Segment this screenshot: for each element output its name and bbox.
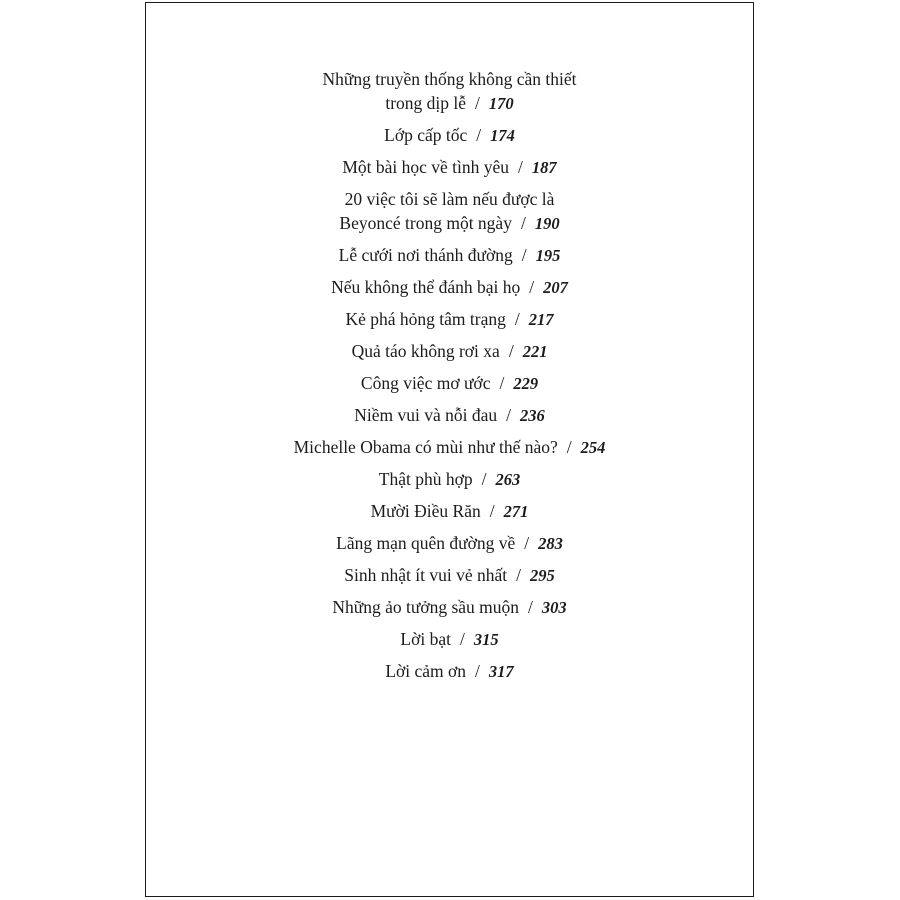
toc-entry bbox=[146, 435, 753, 460]
toc-entry-title-line: Quả táo không rơi xa / 221 bbox=[351, 341, 548, 361]
toc-entry bbox=[146, 499, 753, 524]
toc-page-number: 236 bbox=[520, 406, 545, 425]
toc-entry-title-line: Một bài học về tình yêu / 187 bbox=[342, 157, 557, 177]
toc-separator: / bbox=[508, 341, 514, 361]
book-page bbox=[145, 2, 754, 897]
toc-entry-title-line: Michelle Obama có mùi như thế nào? / 254 bbox=[293, 437, 606, 457]
toc-entry bbox=[146, 403, 753, 428]
toc-separator: / bbox=[506, 405, 511, 425]
toc-entry bbox=[146, 467, 753, 492]
toc-page-number: 283 bbox=[538, 534, 563, 553]
toc-entry-title-line: Thật phù hợp / 263 bbox=[378, 469, 521, 489]
toc-page-number: 195 bbox=[535, 246, 561, 265]
toc-entry bbox=[146, 563, 753, 588]
toc-entry-title-line: Sinh nhật ít vui vẻ nhất / 295 bbox=[344, 565, 555, 585]
toc-separator: / bbox=[528, 597, 533, 617]
toc-entry bbox=[146, 659, 753, 684]
toc-separator: / bbox=[516, 565, 521, 585]
toc-entry-title-line: Kẻ phá hỏng tâm trạng / 217 bbox=[345, 309, 554, 329]
toc-entry bbox=[146, 371, 753, 396]
toc-separator: / bbox=[514, 309, 520, 329]
toc-separator: / bbox=[566, 437, 572, 457]
toc-entry-title-line: Lời cảm ơn / 317 bbox=[385, 661, 514, 681]
toc-page-number: 295 bbox=[529, 566, 555, 585]
table-of-contents bbox=[146, 67, 753, 691]
toc-entry bbox=[146, 275, 753, 300]
toc-entry bbox=[146, 67, 753, 116]
toc-entry bbox=[146, 307, 753, 332]
toc-page-number: 207 bbox=[543, 278, 568, 297]
toc-page-number: 174 bbox=[490, 126, 515, 145]
toc-page-number: 187 bbox=[531, 158, 557, 177]
toc-page-number: 229 bbox=[513, 374, 539, 393]
toc-entry-title-line: Những ảo tưởng sầu muộn / 303 bbox=[332, 597, 567, 617]
toc-separator: / bbox=[459, 629, 465, 649]
toc-entry-title-line: Lời bạt / 315 bbox=[400, 629, 499, 649]
toc-page-number: 315 bbox=[473, 630, 499, 649]
toc-entry-title-line: Nếu không thể đánh bại họ / 207 bbox=[331, 277, 568, 297]
toc-page-number: 303 bbox=[541, 598, 567, 617]
toc-entry-title-line: 20 việc tôi sẽ làm nếu được là bbox=[344, 189, 555, 209]
toc-entry bbox=[146, 155, 753, 180]
toc-page-number: 263 bbox=[495, 470, 521, 489]
toc-separator: / bbox=[529, 277, 535, 297]
toc-page-number: 271 bbox=[503, 502, 529, 521]
toc-entry bbox=[146, 531, 753, 556]
toc-separator: / bbox=[489, 501, 495, 521]
toc-entry-title-line: Beyoncé trong một ngày / 190 bbox=[339, 213, 560, 233]
toc-page-number: 217 bbox=[528, 310, 554, 329]
toc-entry-title-line: Niềm vui và nỗi đau / 236 bbox=[354, 405, 545, 425]
toc-separator: / bbox=[521, 245, 527, 265]
toc-entry bbox=[146, 627, 753, 652]
toc-separator: / bbox=[475, 661, 480, 681]
toc-separator: / bbox=[524, 533, 530, 553]
toc-entry bbox=[146, 187, 753, 236]
toc-separator: / bbox=[518, 157, 523, 177]
toc-entry-title-line: Mười Điều Răn / 271 bbox=[370, 501, 529, 521]
toc-separator: / bbox=[499, 373, 505, 393]
toc-entry bbox=[146, 243, 753, 268]
toc-separator: / bbox=[520, 213, 526, 233]
toc-separator: / bbox=[476, 125, 482, 145]
toc-entry bbox=[146, 123, 753, 148]
toc-separator: / bbox=[475, 93, 480, 113]
toc-page-number: 317 bbox=[488, 662, 514, 681]
toc-page-number: 170 bbox=[488, 94, 514, 113]
toc-entry-title-line: Công việc mơ ước / 229 bbox=[360, 373, 539, 393]
toc-entry-title-line: Lãng mạn quên đường về / 283 bbox=[336, 533, 563, 553]
toc-page-number: 190 bbox=[534, 214, 560, 233]
toc-page-number: 221 bbox=[522, 342, 548, 361]
toc-entry-title-line: Những truyền thống không cần thiết bbox=[322, 69, 577, 89]
toc-page-number: 254 bbox=[580, 438, 606, 457]
toc-entry bbox=[146, 339, 753, 364]
toc-entry-title-line: Lễ cưới nơi thánh đường / 195 bbox=[338, 245, 561, 265]
toc-entry-title-line: Lớp cấp tốc / 174 bbox=[384, 125, 515, 145]
toc-separator: / bbox=[481, 469, 487, 489]
toc-entry bbox=[146, 595, 753, 620]
toc-entry-title-line: trong dịp lễ / 170 bbox=[385, 93, 514, 113]
